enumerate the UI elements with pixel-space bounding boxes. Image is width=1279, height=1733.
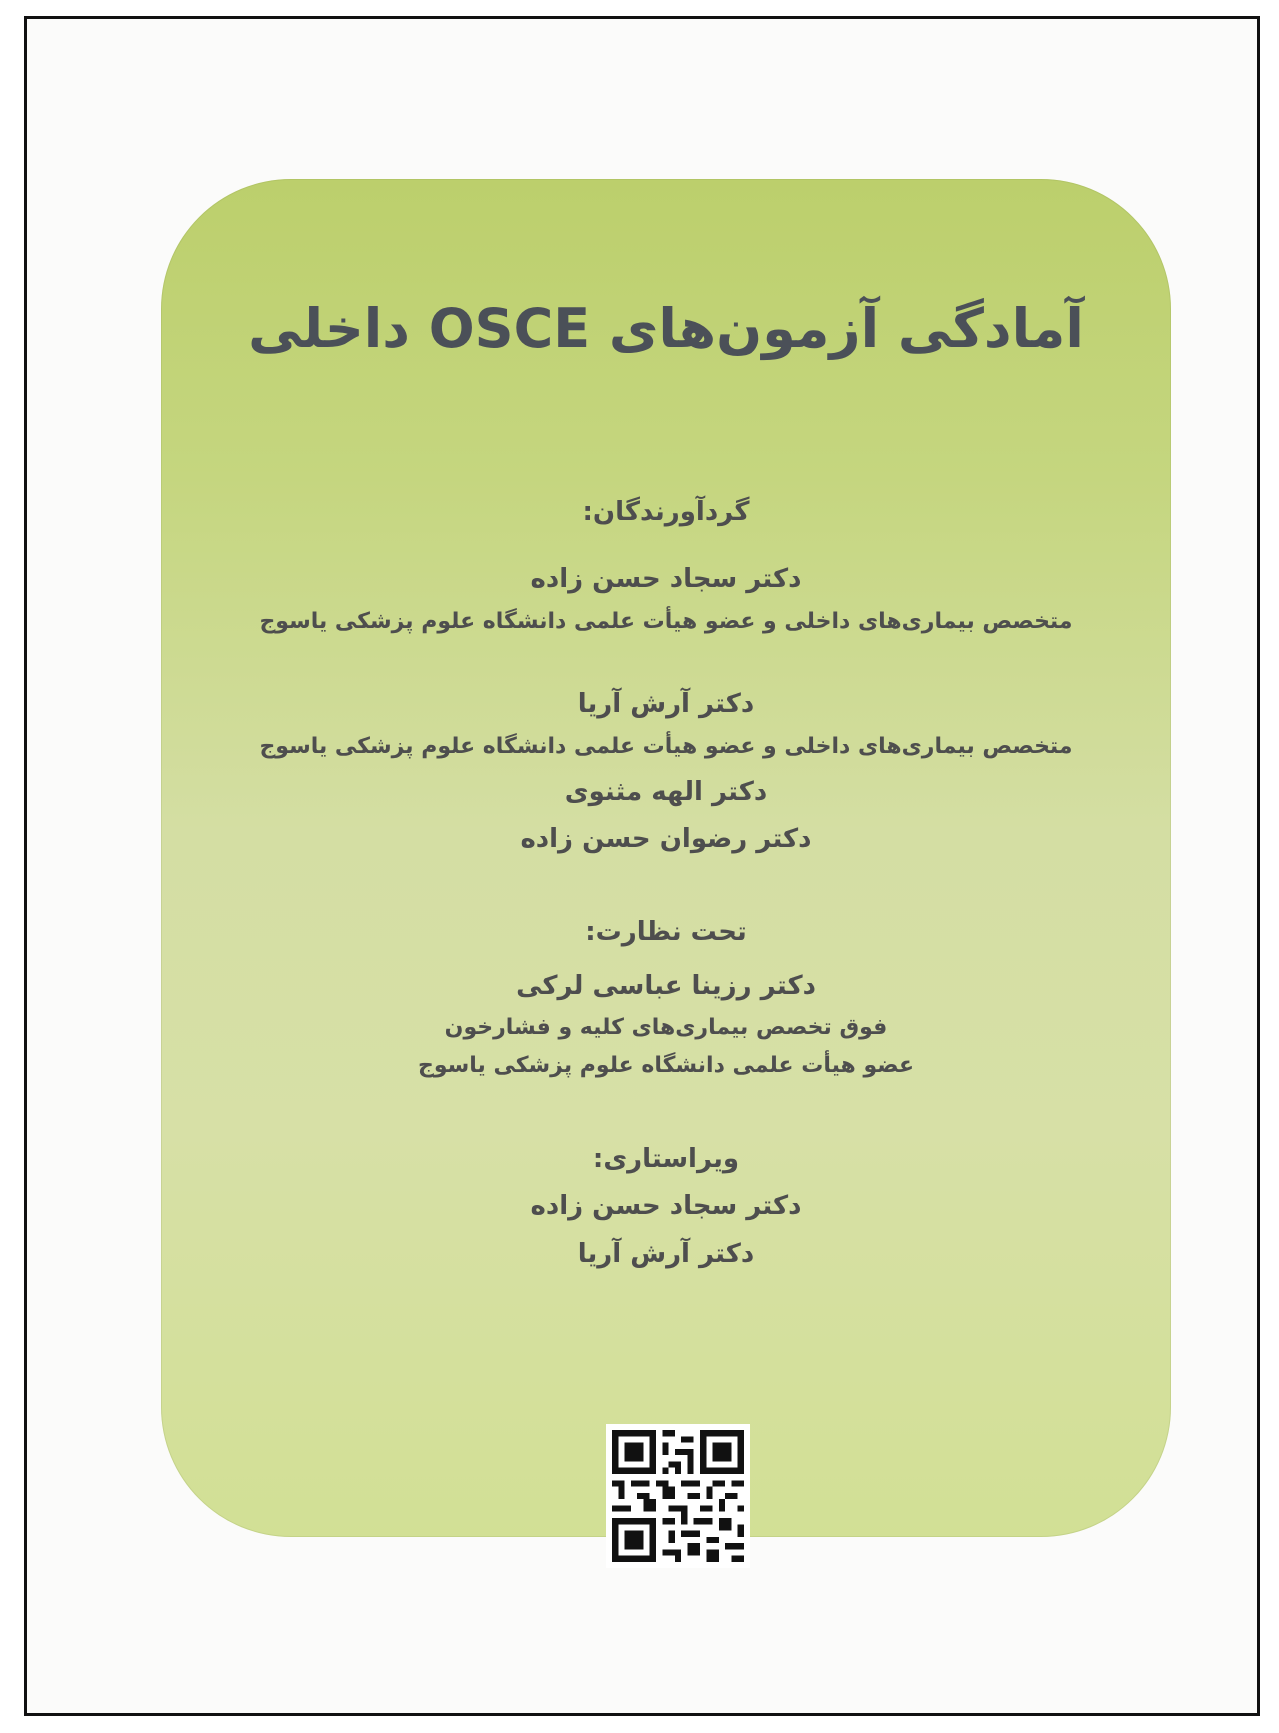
book-title: آمادگی آزمون‌های OSCE داخلی [248, 297, 1084, 360]
compiler-name-4: دکتر رضوان حسن زاده [520, 824, 812, 854]
compiler-name-3: دکتر الهه مثنوی [564, 777, 768, 807]
supervisor-specialty: فوق تخصص بیماری‌های کلیه و فشارخون [444, 1015, 888, 1040]
editor-name-1: دکتر سجاد حسن زاده [530, 1191, 802, 1221]
supervisor-affiliation: عضو هیأت علمی دانشگاه علوم پزشکی یاسوج [418, 1053, 914, 1078]
compilers-heading: گردآورندگان: [582, 497, 750, 527]
cover-content [161, 179, 1171, 1537]
supervisor-name: دکتر رزینا عباسی لرکی [516, 971, 816, 1001]
supervision-heading: تحت نظارت: [585, 917, 747, 947]
cover-card [161, 179, 1171, 1537]
editing-heading: ویراستاری: [592, 1144, 740, 1174]
compiler-affiliation-1: متخصص بیماری‌های داخلی و عضو هیأت علمی دانشگاه علوم پزشکی یاسوج [259, 609, 1073, 634]
compiler-name-2: دکتر آرش آریا [577, 689, 755, 719]
editor-name-2: دکتر آرش آریا [577, 1239, 755, 1269]
compiler-affiliation-2: متخصص بیماری‌های داخلی و عضو هیأت علمی دانشگاه علوم پزشکی یاسوج [259, 734, 1073, 759]
qr-code-icon [606, 1424, 750, 1568]
qr-code-graphic [612, 1430, 744, 1562]
compiler-name-1: دکتر سجاد حسن زاده [530, 564, 802, 594]
page-frame [24, 16, 1260, 1716]
